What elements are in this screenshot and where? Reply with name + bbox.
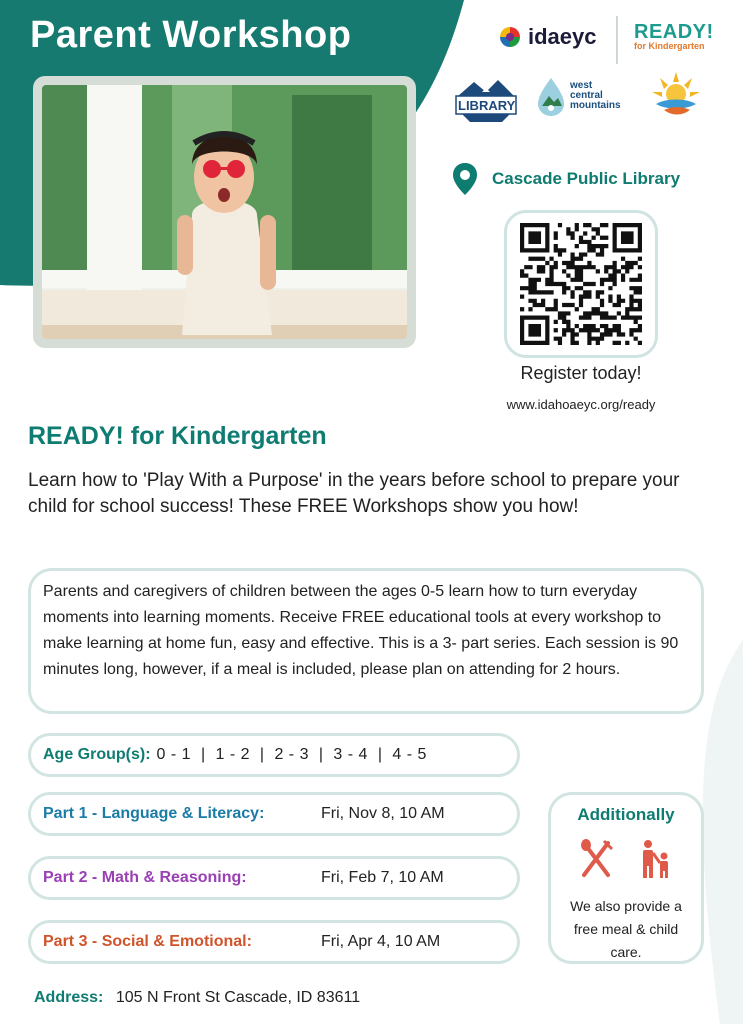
additionally-title: Additionally (577, 805, 675, 824)
family-icon (638, 839, 674, 879)
fork-spoon-icon (578, 839, 614, 879)
qr-code-box[interactable] (504, 210, 658, 358)
program-heading: READY! for Kindergarten (28, 422, 327, 450)
session-part-3 (28, 920, 520, 964)
address (34, 989, 360, 1007)
wcm-logo (536, 76, 621, 116)
additionally-box (548, 792, 704, 964)
age-groups-label: Age Group(s): (43, 746, 151, 763)
registration-url[interactable]: www.idahoaeyc.org/ready (506, 397, 656, 412)
child-photo (33, 76, 416, 348)
idaeyc-logo (498, 24, 597, 50)
logo-divider (616, 16, 618, 64)
qr-modules (520, 223, 642, 345)
ready-logo-text: READY! (634, 21, 714, 43)
session-date: Fri, Nov 8, 10 AM (321, 805, 445, 822)
library-logo-text: LIBRARY (458, 98, 516, 113)
location-name: Cascade Public Library (492, 169, 681, 188)
ready-logo-subtext: for Kindergarten (634, 41, 705, 51)
wcm-logo-text-2: central (570, 90, 603, 101)
idaeyc-logo-text: idaeyc (528, 24, 597, 49)
child-photo-illustration (42, 85, 407, 339)
session-date: Fri, Feb 7, 10 AM (321, 869, 444, 886)
idaeyc-logo-icon (498, 25, 522, 49)
session-part-1 (28, 792, 520, 836)
ready-logo (634, 22, 714, 51)
sponsor-logos (440, 10, 740, 130)
program-intro: Learn how to 'Play With a Purpose' in the years before school to prepare your child for school success! These FREE Workshops show you how! (28, 470, 680, 517)
session-part-2 (28, 856, 520, 900)
session-date: Fri, Apr 4, 10 AM (321, 933, 441, 950)
wcm-logo-text-1: west (570, 80, 593, 91)
address-label: Address: (34, 989, 104, 1006)
register-cta: Register today! (520, 363, 642, 383)
session-label: Part 3 - Social & Emotional: (43, 933, 252, 950)
age-groups-value: 0 - 1 | 1 - 2 | 2 - 3 | 3 - 4 | 4 - 5 (156, 746, 427, 763)
page-title: Parent Workshop (30, 14, 352, 56)
qr-code[interactable] (520, 223, 642, 345)
location (452, 162, 680, 196)
wcm-logo-icon (536, 76, 566, 116)
session-label: Part 1 - Language & Literacy: (43, 805, 265, 822)
wcm-logo-text-3: mountains (570, 100, 621, 111)
address-value: 105 N Front St Cascade, ID 83611 (115, 989, 361, 1006)
age-groups (28, 733, 520, 777)
session-label: Part 2 - Math & Reasoning: (43, 869, 247, 886)
sun-logo-icon (650, 70, 702, 122)
additionally-text: We also provide a free meal & child care. (570, 898, 682, 960)
program-description: Parents and caregivers of children between the ages 0-5 learn how to turn everyday moments into learning moments. Receive FREE educational tools at every workshop to make learning at home fun, easy and effective. This is a 3- part series. Each session is 90 minutes long, however, if a meal is included, please plan on attending for 2 hours. (28, 568, 704, 714)
map-pin-icon (452, 162, 478, 196)
library-logo (452, 78, 520, 124)
